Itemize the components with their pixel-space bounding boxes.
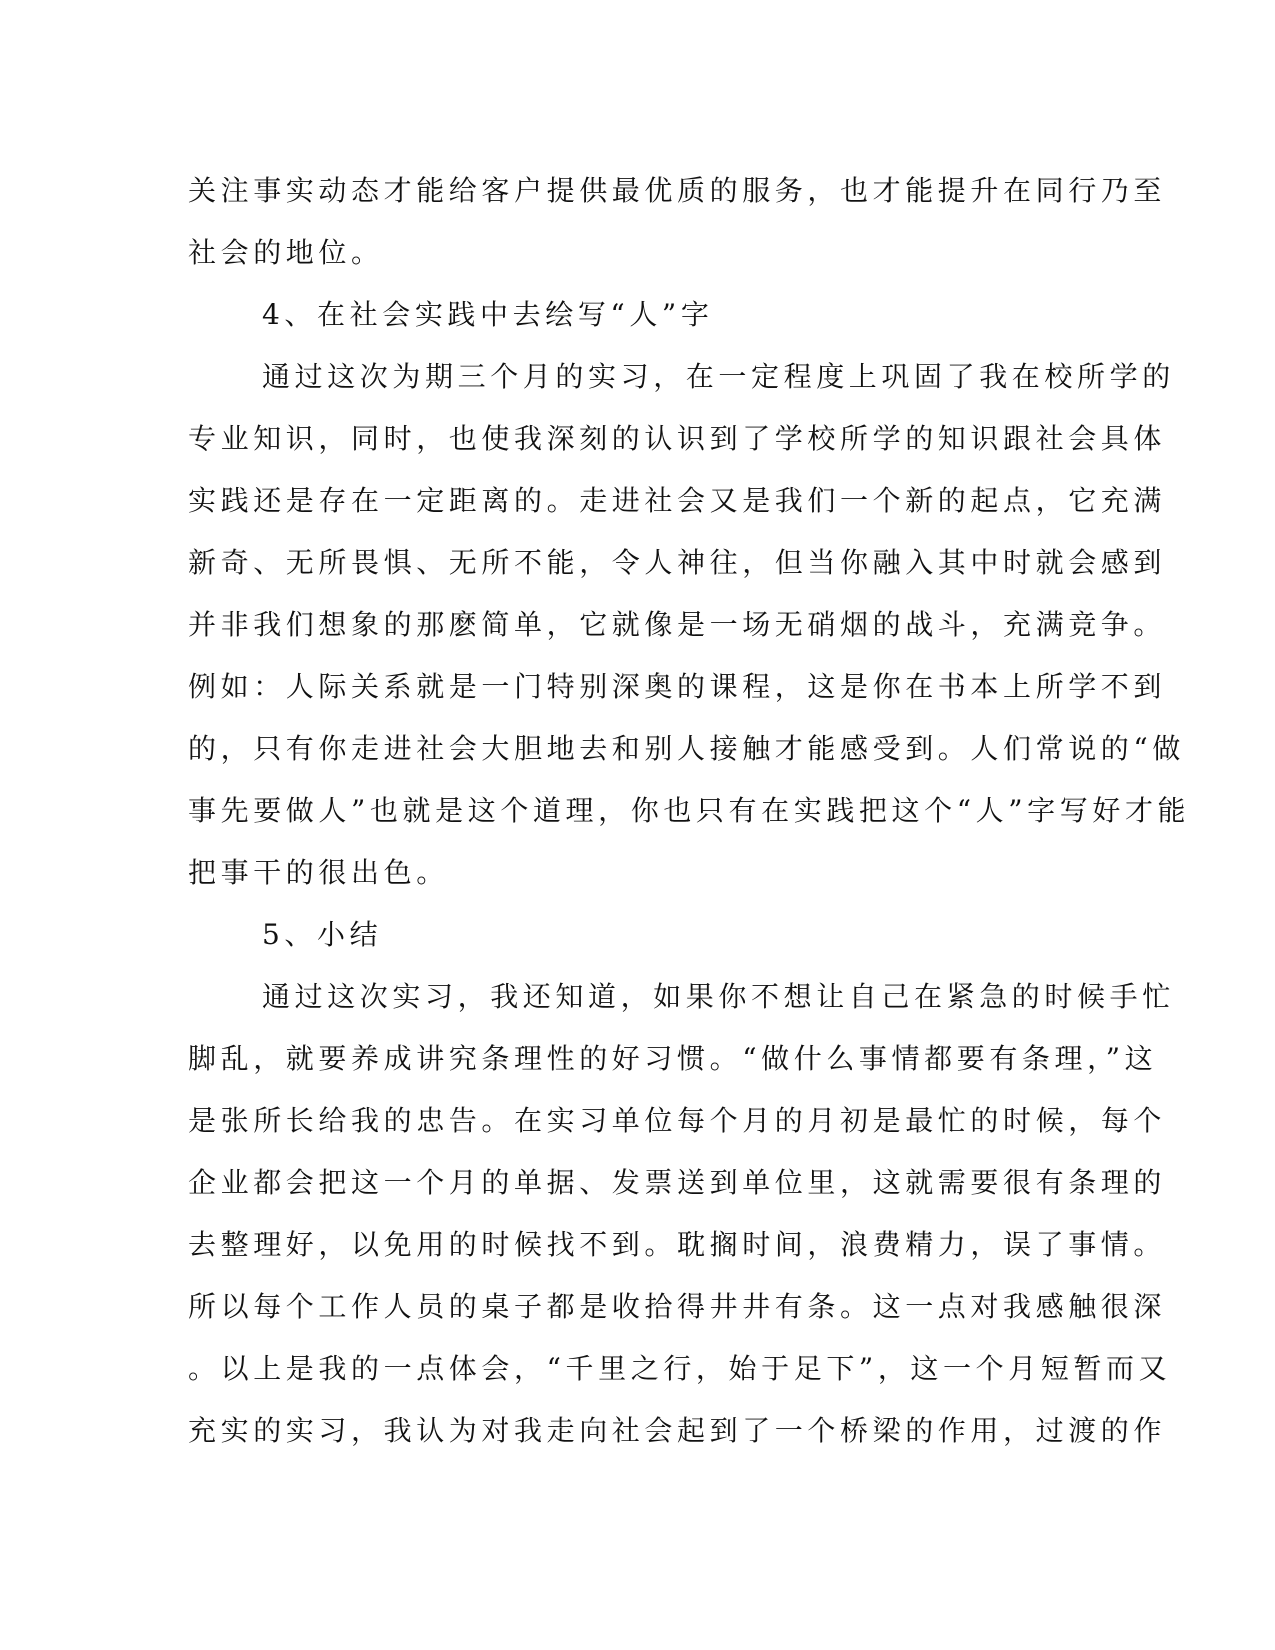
text-line: 事先要做人”也就是这个道理，你也只有在实践把这个“人”字写好才能 [188, 794, 1191, 827]
text-line: 实践还是存在一定距离的。走进社会又是我们一个新的起点，它充满 [188, 484, 1167, 517]
text-line: 并非我们想象的那麽简单，它就像是一场无硝烟的战斗，充满竞争。 [188, 608, 1167, 641]
text-line: 的，只有你走进社会大胆地去和别人接触才能感受到。人们常说的“做 [188, 732, 1185, 765]
text-line: 企业都会把这一个月的单据、发票送到单位里，这就需要很有条理的 [188, 1166, 1167, 1199]
text-line: 去整理好，以免用的时候找不到。耽搁时间，浪费精力，误了事情。 [188, 1228, 1167, 1261]
text-line: 专业知识，同时，也使我深刻的认识到了学校所学的知识跟社会具体 [188, 422, 1167, 455]
section-heading: 5、小结 [262, 918, 383, 951]
text-line: 关注事实动态才能给客户提供最优质的服务，也才能提升在同行乃至 [188, 174, 1167, 207]
section-heading: 4、在社会实践中去绘写“人”字 [262, 298, 714, 331]
text-line: 社会的地位。 [188, 236, 384, 269]
text-line: 例如：人际关系就是一门特别深奥的课程，这是你在书本上所学不到 [188, 670, 1167, 703]
paragraph-start-line: 通过这次为期三个月的实习，在一定程度上巩固了我在校所学的 [262, 360, 1175, 393]
text-line: 把事干的很出色。 [188, 856, 449, 889]
text-line: 。以上是我的一点体会，“千里之行，始于足下”，这一个月短暂而又 [188, 1352, 1172, 1385]
text-line: 所以每个工作人员的桌子都是收拾得井井有条。这一点对我感触很深 [188, 1290, 1167, 1323]
document-body [188, 160, 1191, 1462]
text-line: 充实的实习，我认为对我走向社会起到了一个桥梁的作用，过渡的作 [188, 1414, 1167, 1447]
text-line: 新奇、无所畏惧、无所不能，令人神往，但当你融入其中时就会感到 [188, 546, 1167, 579]
text-line: 是张所长给我的忠告。在实习单位每个月的月初是最忙的时候，每个 [188, 1104, 1167, 1137]
text-line: 脚乱，就要养成讲究条理性的好习惯。“做什么事情都要有条理，”这 [188, 1042, 1158, 1075]
paragraph-start-line: 通过这次实习，我还知道，如果你不想让自己在紧急的时候手忙 [262, 980, 1175, 1013]
